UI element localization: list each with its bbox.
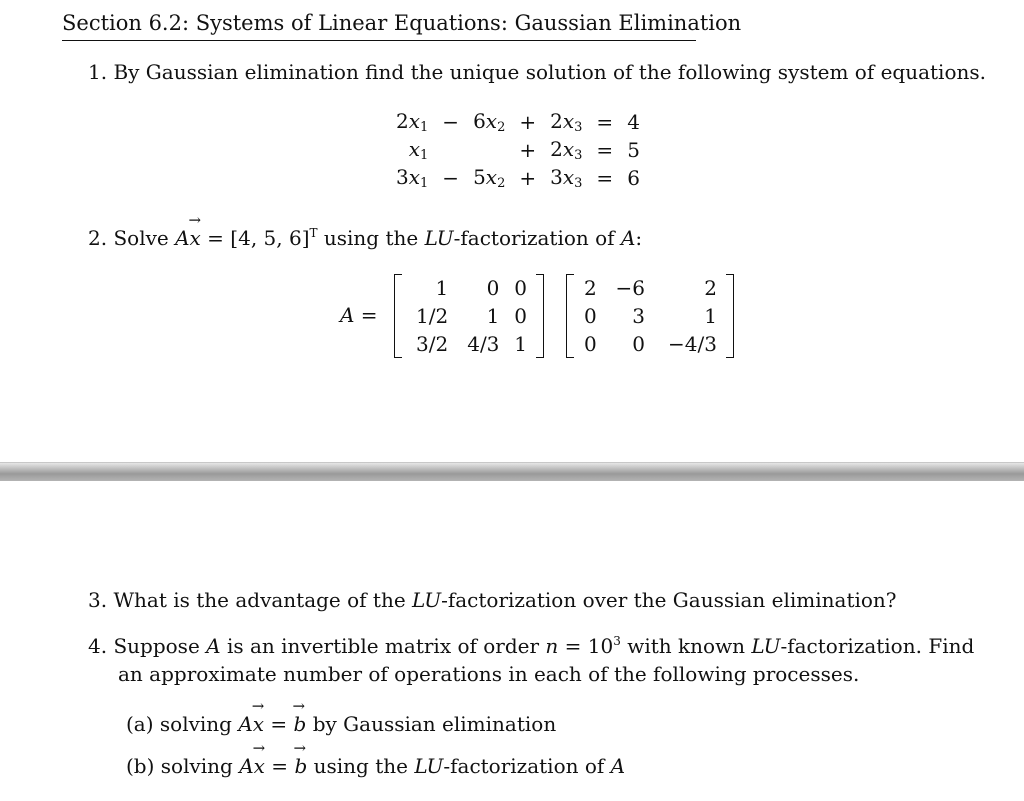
equals-sign: = xyxy=(596,110,614,134)
matrix-L-entry: 0 xyxy=(486,276,500,300)
term-x1: $2x_1$ xyxy=(396,109,429,135)
problem-3-number: 3. xyxy=(88,588,108,612)
matrix-L-row xyxy=(402,330,532,358)
exponent: 3 xyxy=(613,634,621,648)
equals-sign: = xyxy=(596,138,614,162)
bracket-right xyxy=(726,274,734,358)
part-b-text: solving xyxy=(160,754,240,778)
problem-1-text: By Gaussian elimination find the unique solution of the following system of equations. xyxy=(113,60,986,84)
rhs-value: 6 xyxy=(627,166,640,190)
matrix-U-entry: 0 xyxy=(584,332,597,356)
transpose-marker: T xyxy=(309,226,318,240)
problem-2-colon: : xyxy=(635,226,643,250)
matrix-L-entry: 0 xyxy=(514,304,527,328)
problem-4-number: 4. xyxy=(88,634,108,658)
problem-4-line-2: an approximate number of operations in each of the following processes. xyxy=(118,662,860,686)
rhs-value: 4 xyxy=(627,110,640,134)
matrix-U-entry: 1 xyxy=(704,304,717,328)
problem-3-text: What is the advantage of the xyxy=(113,588,413,612)
matrix-U-row xyxy=(574,274,722,302)
part-a-text: solving xyxy=(159,712,239,736)
matrix-L-entry: 1 xyxy=(486,304,500,328)
matrix-L-row xyxy=(402,302,532,330)
matrix-U xyxy=(566,274,734,358)
matrix-U-row xyxy=(574,330,722,358)
matrix-L-entry: 1 xyxy=(514,332,527,356)
lu-label: LU xyxy=(751,634,781,658)
term-x1: $x_1$ xyxy=(408,137,429,163)
matrix-U-entry: 2 xyxy=(584,276,597,300)
order-n: n xyxy=(545,634,559,658)
term-x2: $6x_2$ xyxy=(473,109,506,135)
matrix-L-entry: 3/2 xyxy=(416,332,449,356)
problem-2 xyxy=(88,226,642,250)
vector-b: → b xyxy=(294,754,307,778)
term-x2 xyxy=(466,136,512,164)
p4-eq: = 10 xyxy=(558,634,614,658)
part-a-text-2: by Gaussian elimination xyxy=(306,712,557,736)
bracket-left xyxy=(394,274,402,358)
lu-label: LU xyxy=(414,754,444,778)
part-a-label: (a) xyxy=(126,712,154,736)
p4-text: Suppose xyxy=(113,634,207,658)
lu-label: LU xyxy=(412,588,442,612)
problem-4b xyxy=(126,754,625,778)
matrix-U-entry: 3 xyxy=(632,304,645,328)
operator xyxy=(435,136,466,164)
matrix-L-entry: 0 xyxy=(514,276,527,300)
equation-row xyxy=(389,164,647,192)
matrix-U-row xyxy=(574,302,722,330)
matrix-U-entry: 2 xyxy=(704,276,717,300)
part-b-text-2: using the xyxy=(307,754,415,778)
matrix-U-entry: 0 xyxy=(584,304,597,328)
title-underline xyxy=(62,40,696,41)
equation-row xyxy=(389,136,647,164)
term-x3: $3x_3$ xyxy=(550,165,583,191)
operator: − xyxy=(442,166,460,190)
vector-x: → x xyxy=(254,754,265,778)
matrix-A: A xyxy=(175,226,190,250)
matrix-A-ref: A xyxy=(610,754,626,778)
term-x3: $2x_3$ xyxy=(550,109,583,135)
matrix-L-entry: 1/2 xyxy=(416,304,449,328)
problem-4-line-1 xyxy=(88,634,974,658)
matrix-L-entry: 4/3 xyxy=(467,332,500,356)
bracket-right xyxy=(536,274,544,358)
equation-system xyxy=(389,108,647,192)
matrix-A-ref: A xyxy=(620,226,636,250)
p4-text-2: is an invertible matrix of order xyxy=(220,634,546,658)
p4-text-3: with known xyxy=(620,634,752,658)
matrix-L xyxy=(394,274,544,358)
equation-row xyxy=(389,108,647,136)
bracket-left xyxy=(566,274,574,358)
operator: + xyxy=(519,138,537,162)
page-divider xyxy=(0,462,1024,481)
equals-sign: = xyxy=(596,166,614,190)
problem-3-text-2: -factorization over the Gaussian elimination? xyxy=(441,588,897,612)
part-b-text-3: -factorization of xyxy=(443,754,611,778)
problem-2-rhs: = [4, 5, 6] xyxy=(200,226,310,250)
matrix-A-ref: A xyxy=(206,634,221,658)
vector-b: → b xyxy=(294,712,307,736)
matrix-L-row xyxy=(402,274,532,302)
rhs-value: 5 xyxy=(627,138,640,162)
problem-2-text: using the xyxy=(317,226,425,250)
lu-label: LU xyxy=(424,226,454,250)
lu-lhs: A = xyxy=(340,303,378,327)
matrix-A: A xyxy=(239,754,254,778)
operator: − xyxy=(442,110,460,134)
section-title: Section 6.2: Systems of Linear Equations: Gaussian Elimination xyxy=(62,11,742,35)
problem-2-number: 2. xyxy=(88,226,108,250)
term-x3: $2x_3$ xyxy=(550,137,583,163)
equals-sign: = xyxy=(264,712,294,736)
term-x2: $5x_2$ xyxy=(473,165,506,191)
vector-x: → x xyxy=(190,226,201,250)
equals-sign: = xyxy=(264,754,295,778)
term-x1: $3x_1$ xyxy=(396,165,429,191)
problem-4a xyxy=(126,712,556,736)
matrix-U-entry: −4/3 xyxy=(668,332,717,356)
problem-3 xyxy=(88,588,897,612)
matrix-U-entry: 0 xyxy=(632,332,645,356)
matrix-U-entry: −6 xyxy=(615,276,645,300)
problem-1 xyxy=(88,60,986,84)
operator: + xyxy=(519,166,537,190)
matrix-A: A xyxy=(238,712,253,736)
problem-1-number: 1. xyxy=(88,60,108,84)
p4-text-4: -factorization. Find xyxy=(780,634,975,658)
problem-2-text-2: -factorization of xyxy=(453,226,621,250)
matrix-L-entry: 1 xyxy=(435,276,449,300)
problem-2-solve: Solve xyxy=(113,226,176,250)
part-b-label: (b) xyxy=(126,754,155,778)
vector-x: → x xyxy=(253,712,264,736)
operator: + xyxy=(519,110,537,134)
